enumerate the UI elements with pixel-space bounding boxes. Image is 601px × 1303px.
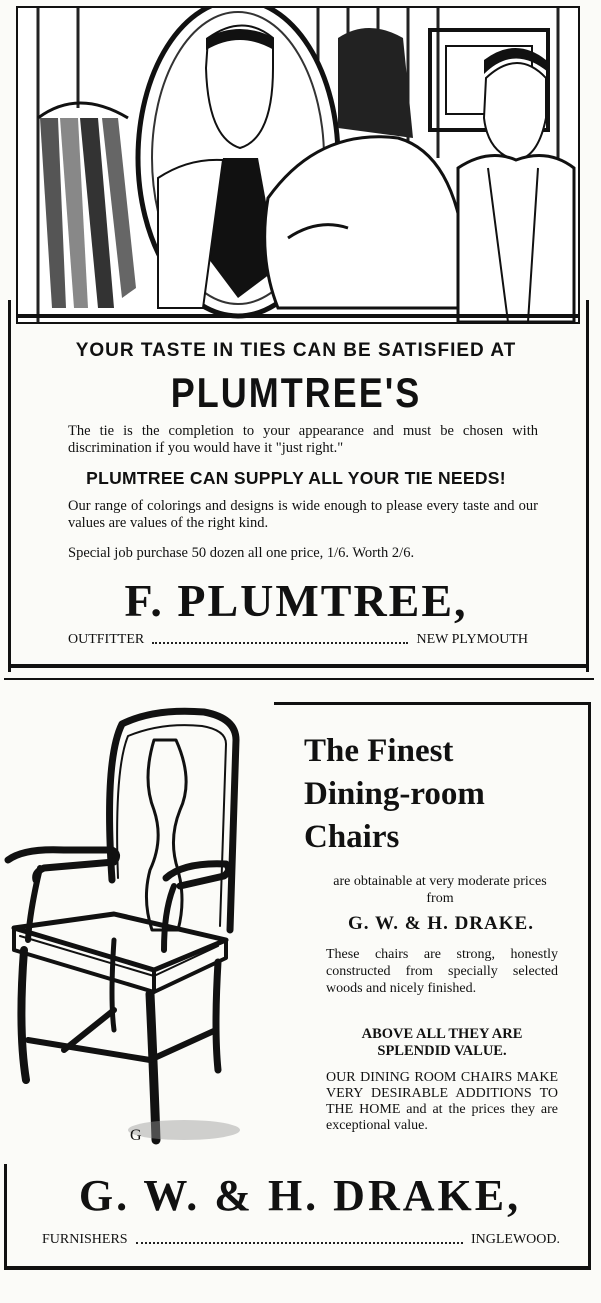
drake-emphasis: ABOVE ALL THEY ARE SPLENDID VALUE. <box>361 1026 523 1059</box>
plumtree-paragraph-1: The tie is the completion to your appearance and must be chosen with discrimination if you would have it "just right." <box>68 423 538 456</box>
footer-leader-dots <box>136 1232 463 1244</box>
dining-chair-illustration-svg <box>4 700 262 1170</box>
text-panel-top <box>274 702 588 705</box>
drake-headline-2: Dining-room <box>304 776 485 812</box>
plumtree-paragraph-2: Our range of colorings and designs is wide enough to please every taste and our values are values of the right kind. <box>68 498 538 531</box>
plumtree-headline-3: PLUMTREE CAN SUPPLY ALL YOUR TIE NEEDS! <box>86 468 506 488</box>
drake-headline-4: G. W. & H. DRAKE. <box>348 913 534 934</box>
ad-border-right <box>588 1164 591 1268</box>
svg-text:G: G <box>130 1127 142 1144</box>
ad-border-left <box>4 1164 7 1268</box>
ad-border-bottom <box>4 1266 591 1270</box>
drake-signature: G. W. & H. DRAKE, <box>78 1171 522 1220</box>
drake-headline-block <box>304 730 574 859</box>
plumtree-headline-2: PLUMTREE'S <box>170 368 422 416</box>
drake-footer-left: FURNISHERS <box>42 1232 128 1247</box>
tie-shop-illustration <box>16 6 580 324</box>
drake-paragraph-3: OUR DINING ROOM CHAIRS MAKE VERY DESIRABLE ADDITIONS TO THE HOME and at the prices they are exceptional value. <box>326 1070 558 1133</box>
ad-border-right <box>586 300 589 672</box>
ad-border-left <box>8 300 11 672</box>
tie-shop-illustration-svg <box>18 8 578 322</box>
plumtree-footer <box>68 632 528 648</box>
drake-headline-3: Chairs <box>304 819 400 855</box>
ad-border-bottom <box>8 664 589 668</box>
plumtree-headline-1: YOUR TASTE IN TIES CAN BE SATISFIED AT <box>75 340 517 361</box>
footer-leader-dots <box>152 632 408 644</box>
plumtree-footer-left: OUTFITTER <box>68 632 145 647</box>
drake-headline-1: The Finest <box>304 733 454 769</box>
plumtree-paragraph-3: Special job purchase 50 dozen all one price, 1/6. Worth 2/6. <box>68 545 415 561</box>
plumtree-footer-right: NEW PLYMOUTH <box>416 632 528 647</box>
ad-border-top <box>4 678 594 680</box>
drake-paragraph-2: These chairs are strong, honestly constructed from specially selected woods and nicely finished. <box>326 947 558 996</box>
plumtree-signature: F. PLUMTREE, <box>124 575 468 626</box>
drake-footer <box>42 1232 560 1248</box>
drake-paragraph-1: are obtainable at very moderate prices from <box>333 874 547 906</box>
drake-footer-right: INGLEWOOD. <box>470 1232 560 1247</box>
dining-chair-illustration <box>4 700 262 1170</box>
text-panel-right <box>588 702 591 1172</box>
